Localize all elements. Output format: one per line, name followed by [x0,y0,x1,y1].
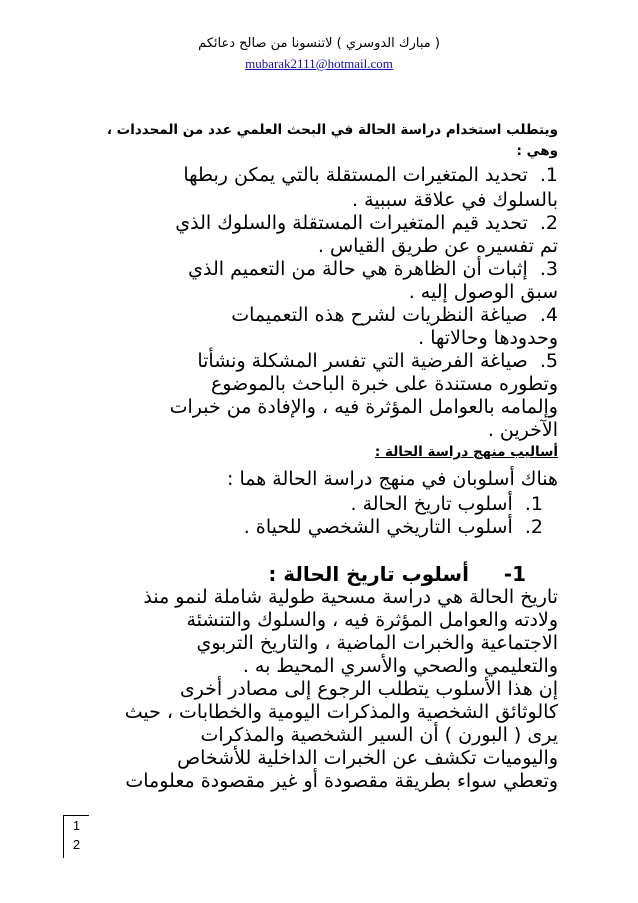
list-item-continuation: تم تفسيره عن طريق القياس . [317,235,558,257]
paragraph-line: يرى ( البورن ) أن السير الشخصية والمذكرات [200,724,558,746]
intro-line-1: ويتطلب استخدام دراسة الحالة في البحث العلمي عدد من المحددات ، [106,122,558,138]
list-text: تحديد قيم المتغيرات المستقلة والسلوك الذي [175,212,528,234]
list-number: 1. [539,164,558,186]
methods-intro: هناك أسلوبان في منهج دراسة الحالة هما : [227,468,558,490]
list-item-continuation: الآخرين . [487,419,558,441]
list-text: صياغة النظريات لشرح هذه التعميمات [231,304,528,326]
list-item-continuation: سبق الوصول إليه . [408,281,558,303]
list-item [244,518,543,537]
list-text: أسلوب التاريخي الشخصي للحياة . [243,516,513,538]
list-number: 2. [539,212,558,234]
list-number: 2. [524,516,543,538]
list-item-continuation: وحدودها وحالاتها . [418,327,558,349]
list-text: إثبات أن الظاهرة هي حالة من التعميم الذي [188,258,528,280]
list-number: 3. [539,258,558,280]
paragraph-line: الاجتماعية والخبرات الماضية ، والتاريخ التربوي [196,632,558,654]
header-dua: ( مبارك الدوسري ) لاتنسونا من صالح دعائكم [198,36,440,51]
list-item [175,214,558,233]
section-heading [268,564,526,584]
paragraph-line: إن هذا الأسلوب يتطلب الرجوع إلى مصادر أخرى [179,678,558,700]
list-number: 5. [539,350,558,372]
page-number-line-1: 1 [72,818,81,833]
list-item [231,306,558,325]
header-email-link[interactable]: mubarak2111@hotmail.com [245,56,393,71]
section-title: أسلوب تاريخ الحالة : [268,562,469,586]
list-item-continuation: بالسلوك في علاقة سببية . [352,189,558,211]
list-item [183,166,558,185]
list-text: تحديد المتغيرات المستقلة بالتي يمكن ربطها [183,164,528,186]
list-text: صياغة الفرضية التي تفسر المشكلة ونشأتا [197,350,528,372]
page-number [63,815,89,858]
section-number: 1- [503,562,526,586]
page-number-line-2: 2 [72,837,81,852]
paragraph-line: وتعطي سواء بطريقة مقصودة أو غير مقصودة معلومات [125,770,558,792]
list-item [351,495,544,514]
list-item [197,352,558,371]
paragraph-line: والتعليمي والصحي والأسري المحيط به . [242,655,558,677]
list-item-continuation: وتطوره مستندة على خبرة الباحث بالموضوع [210,373,558,395]
paragraph-line: تاريخ الحالة هي دراسة مسحية طولية شاملة لنمو منذ [143,586,558,608]
paragraph-line: ولادته والعوامل المؤثرة فيه ، والسلوك والتنشئة [186,609,558,631]
paragraph-line: كالوثائق الشخصية والمذكرات اليومية والخطابات ، حيث [124,701,558,723]
list-number: 1. [524,493,543,515]
list-item [188,260,558,279]
list-number: 4. [539,304,558,326]
list-text: أسلوب تاريخ الحالة . [350,493,513,515]
intro-line-2: وهي : [516,143,558,159]
list-item-continuation: وإلمامه بالعوامل المؤثرة فيه ، والإفادة من خبرات [169,396,558,418]
paragraph-line: واليوميات تكشف عن الخبرات الداخلية للأشخاص [177,747,558,769]
methods-heading: أساليب منهج دراسة الحالة : [374,444,558,460]
